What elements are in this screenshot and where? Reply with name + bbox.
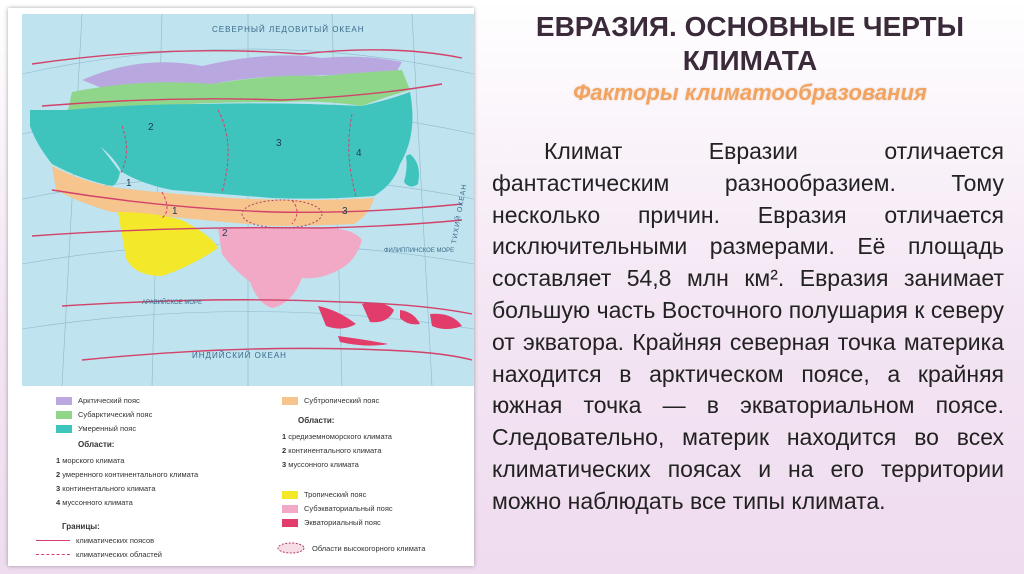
legend-label: климатических областей (76, 550, 162, 559)
legend-border-regions (36, 550, 162, 559)
region-number-2-subtropical: 2 (222, 228, 228, 239)
legend-region-label: муссонного климата (286, 460, 359, 469)
legend-label: климатических поясов (76, 536, 155, 545)
temperate-swatch (56, 425, 72, 433)
slide-subtitle: Факторы климатообразования (573, 80, 927, 105)
slide-title: ЕВРАЗИЯ. ОСНОВНЫЕ ЧЕРТЫ КЛИМАТА (535, 11, 965, 76)
legend-label: Арктический пояс (78, 396, 140, 405)
legend-region-item (56, 470, 198, 479)
subarctic-swatch (56, 411, 72, 419)
legend-region-label: континентального климата (60, 484, 156, 493)
tropical-swatch (282, 491, 298, 499)
legend-temperate (56, 424, 136, 433)
arctic-swatch (56, 397, 72, 405)
indian-ocean-label: ИНДИЙСКИЙ ОКЕАН (192, 351, 287, 360)
belt-border-line (36, 540, 70, 541)
legend-label: Субэкваториальный пояс (304, 504, 393, 513)
legend-subtropical (282, 396, 379, 405)
map-legend (22, 392, 462, 560)
legend-region-label: континентального климата (286, 446, 382, 455)
legend-subarctic (56, 410, 152, 419)
philippine-sea-label: ФИЛИППИНСКОЕ МОРЕ (384, 248, 455, 254)
eurasia-climate-map (22, 14, 474, 386)
legend-border-belts (36, 536, 154, 545)
legend-region-item (56, 456, 124, 465)
legend-label: Области высокогорного климата (312, 543, 426, 553)
legend-label: Умеренный пояс (78, 424, 137, 433)
legend-region-number: 2 (282, 446, 287, 455)
region-number-3-subtropical: 3 (342, 206, 348, 217)
legend-region-item (282, 432, 392, 441)
legend-regions-title: Области: (78, 440, 115, 449)
region-number-3-temperate: 3 (276, 138, 282, 149)
arabian-sea-label: АРАВИЙСКОЕ МОРЕ (142, 300, 202, 306)
legend-region-number: 4 (56, 498, 61, 507)
arctic-ocean-label: СЕВЕРНЫЙ ЛЕДОВИТЫЙ ОКЕАН (212, 25, 365, 34)
legend-region-label: умеренного континентального климата (60, 470, 199, 479)
legend-region-label: морского климата (60, 456, 125, 465)
legend-label: Субарктический пояс (78, 410, 153, 419)
pacific-ocean-label: ТИХИЙ ОКЕАН (451, 183, 469, 245)
legend-subequatorial (282, 504, 393, 513)
highland-swatch (276, 542, 306, 554)
legend-region-item (56, 498, 133, 507)
legend-region-number: 2 (56, 470, 61, 479)
legend-region-number: 1 (282, 432, 287, 441)
climate-map-frame (8, 8, 474, 566)
legend-regions-title-2: Области: (298, 416, 335, 425)
legend-region-label: муссонного климата (60, 498, 133, 507)
legend-region-number: 1 (56, 456, 61, 465)
legend-arctic (56, 396, 140, 405)
legend-label: Субтропический пояс (304, 396, 380, 405)
region-number-4-temperate: 4 (356, 148, 362, 159)
legend-region-number: 3 (282, 460, 287, 469)
legend-borders-title: Границы: (62, 522, 100, 531)
legend-label: Тропический пояс (304, 490, 367, 499)
legend-region-item (282, 460, 359, 469)
slide-body-text: Климат Евразии отличается фантастическим разнообразием. Тому несколько причин. Евразия отличается исключительными размерами. Её площадь составляет 54,8 млн км². Евразия занимает большую часть Восточного полушария к северу от экватора. Крайняя северная точка материка находится в арктическом поясе, а крайняя южная точка — в экваториальном поясе. Следовательно, материк находится во всех климатических поясах и на его территории можно наблюдать все типы климата. (492, 138, 1004, 514)
legend-region-number: 3 (56, 484, 61, 493)
subequatorial-swatch (282, 505, 298, 513)
region-number-1-temperate: 1 (126, 178, 132, 189)
legend-highland (276, 542, 425, 554)
legend-region-item (56, 484, 156, 493)
region-border-line (36, 554, 70, 555)
region-number-1-subtropical: 1 (172, 206, 178, 217)
legend-equatorial (282, 518, 381, 527)
legend-region-label: средиземноморского климата (286, 432, 392, 441)
equatorial-swatch (282, 519, 298, 527)
legend-region-item (282, 446, 382, 455)
legend-label: Экваториальный пояс (304, 518, 381, 527)
legend-tropical (282, 490, 366, 499)
region-number-2-temperate: 2 (148, 122, 154, 133)
subtropical-swatch (282, 397, 298, 405)
